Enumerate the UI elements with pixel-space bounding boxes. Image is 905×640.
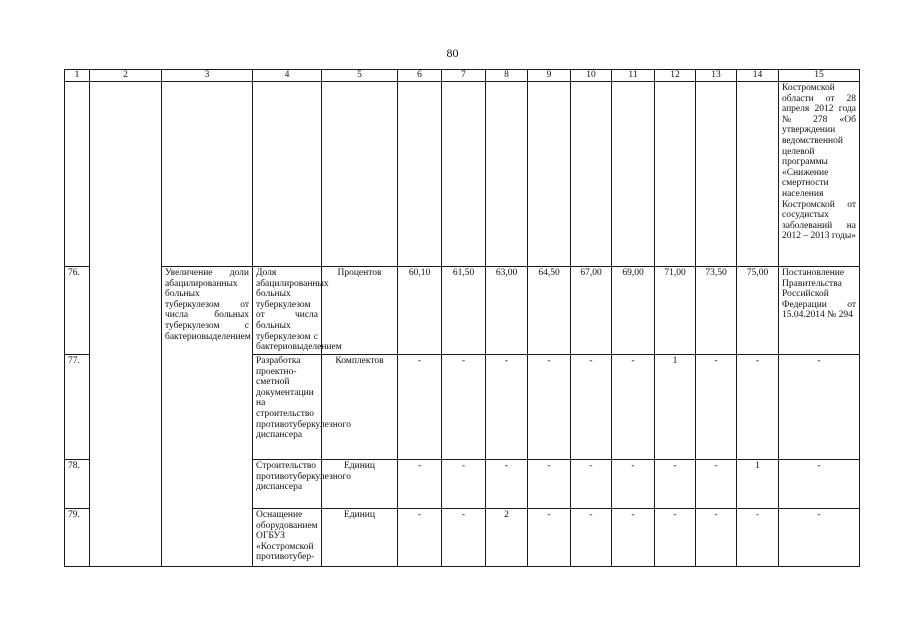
value-cell: - — [571, 460, 612, 509]
value-cell: - — [486, 460, 528, 509]
value-cell: - — [528, 355, 571, 460]
goal-cell: Увеличение доли абацилированных больных туберкулезом от числа больных туберкулезом с бактериовыделением — [162, 267, 253, 567]
value-cell: - — [398, 509, 442, 567]
value-cell: - — [398, 460, 442, 509]
value-cell: - — [696, 460, 737, 509]
indicator-cell: Оснащение оборудованием ОГБУЗ «Костромской противотубер- — [253, 509, 322, 567]
indicators-table — [64, 69, 860, 567]
value-cell: - — [486, 355, 528, 460]
header-cell: 13 — [696, 70, 737, 82]
value-cell: - — [696, 509, 737, 567]
row-number: 79. — [65, 509, 90, 567]
header-row — [65, 70, 860, 82]
header-cell: 12 — [655, 70, 696, 82]
value-cell: - — [442, 355, 486, 460]
table-row — [65, 82, 860, 267]
table-row — [65, 267, 860, 355]
value-cell: 73,50 — [696, 267, 737, 355]
value-cell: 71,00 — [655, 267, 696, 355]
value-cell: 60,10 — [398, 267, 442, 355]
header-cell: 8 — [486, 70, 528, 82]
basis-cell: Постановление Правительства Российской Федерации от 15.04.2014 № 294 — [779, 267, 860, 355]
value-cell: - — [442, 509, 486, 567]
value-cell: - — [737, 509, 779, 567]
indicator-cell: Доля абацилированных больных туберкулезом от числа больных туберкулезом с бактериовыделением — [253, 267, 322, 355]
header-cell: 14 — [737, 70, 779, 82]
value-cell: 63,00 — [486, 267, 528, 355]
row-number: 77. — [65, 355, 90, 460]
header-cell: 7 — [442, 70, 486, 82]
header-cell: 5 — [322, 70, 398, 82]
basis-cell: Костромской области от 28 апреля 2012 года № 278 «Об утверждении ведомственной целевой программы «Снижение смертности населения Костромской от сосудистых заболеваний на 2012 – 2013 годы» — [779, 82, 860, 267]
basis-cell: - — [779, 355, 860, 460]
value-cell: - — [655, 460, 696, 509]
header-cell: 3 — [162, 70, 253, 82]
basis-cell: - — [779, 460, 860, 509]
value-cell: - — [528, 509, 571, 567]
value-cell: 75,00 — [737, 267, 779, 355]
row-number: 76. — [65, 267, 90, 355]
value-cell: - — [612, 509, 655, 567]
header-cell: 1 — [65, 70, 90, 82]
value-cell: - — [655, 509, 696, 567]
col2-merged-cell — [90, 82, 162, 567]
unit-cell: Процентов — [322, 267, 398, 355]
value-cell: 1 — [655, 355, 696, 460]
value-cell: 67,00 — [571, 267, 612, 355]
header-cell: 2 — [90, 70, 162, 82]
value-cell: - — [612, 355, 655, 460]
value-cell: - — [737, 355, 779, 460]
header-cell: 9 — [528, 70, 571, 82]
header-cell: 10 — [571, 70, 612, 82]
value-cell: - — [442, 460, 486, 509]
header-cell: 4 — [253, 70, 322, 82]
header-cell: 15 — [779, 70, 860, 82]
header-cell: 11 — [612, 70, 655, 82]
value-cell: 64,50 — [528, 267, 571, 355]
header-cell: 6 — [398, 70, 442, 82]
indicator-cell: Строительство противотуберкулезного диспансера — [253, 460, 322, 509]
value-cell: 69,00 — [612, 267, 655, 355]
value-cell: - — [571, 355, 612, 460]
value-cell: 1 — [737, 460, 779, 509]
value-cell: - — [528, 460, 571, 509]
indicator-cell: Разработка проектно-сметной документации на строительство противотуберкулезного диспансера — [253, 355, 322, 460]
page-number: 80 — [446, 46, 459, 60]
row-number: 78. — [65, 460, 90, 509]
unit-cell: Единиц — [322, 509, 398, 567]
value-cell: 61,50 — [442, 267, 486, 355]
value-cell: - — [612, 460, 655, 509]
value-cell: - — [398, 355, 442, 460]
unit-cell: Комплектов — [322, 355, 398, 460]
basis-cell: - — [779, 509, 860, 567]
value-cell: - — [571, 509, 612, 567]
value-cell: 2 — [486, 509, 528, 567]
unit-cell: Единиц — [322, 460, 398, 509]
value-cell: - — [696, 355, 737, 460]
